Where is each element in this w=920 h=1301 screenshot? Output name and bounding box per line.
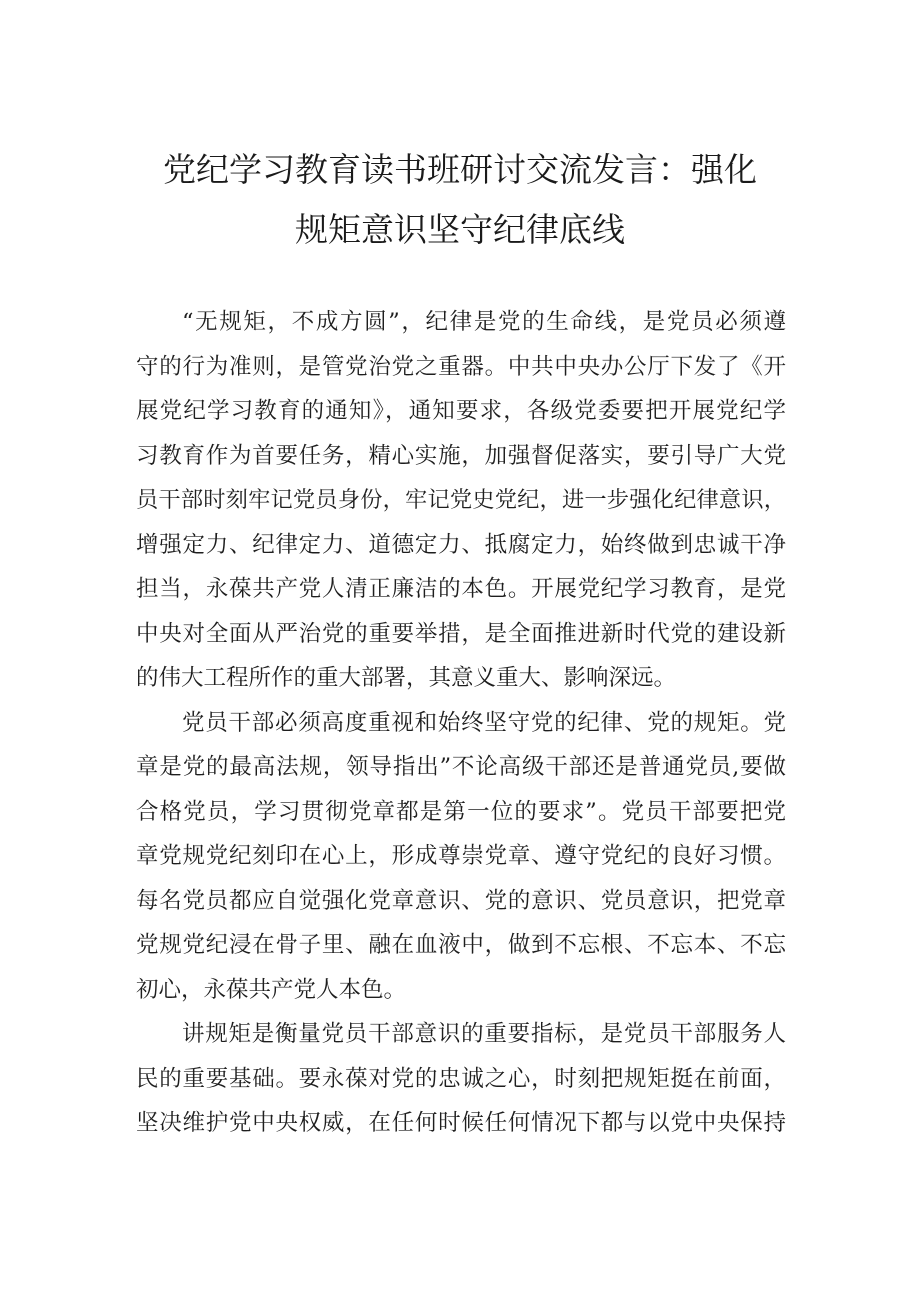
title-line-1: 党纪学习教育读书班研讨交流发言：强化 xyxy=(163,150,757,189)
text-line: 坚决维护党中央权威，在任何时候任何情况下都与以党中央保持 xyxy=(136,1110,786,1136)
title-line-2: 规矩意识坚守纪律底线 xyxy=(295,210,625,249)
text-line: 民的重要基础。要永葆对党的忠诚之心，时刻把规矩挺在前面， xyxy=(136,1065,786,1092)
text-line: 章党规党纪刻印在心上，形成尊崇党章、遵守党纪的良好习惯。 xyxy=(136,843,786,869)
text-line: 党员干部必须高度重视和始终坚守党的纪律、党的规矩。党 xyxy=(182,709,786,736)
text-line: 员干部时刻牢记党员身份，牢记党史党纪，进一步强化纪律意识， xyxy=(136,487,786,513)
document-body xyxy=(136,300,786,1146)
text-line: 党规党纪浸在骨子里、融在血液中，做到不忘根、不忘本、不忘 xyxy=(136,932,786,958)
text-line: 担当，永葆共产党人清正廉洁的本色。开展党纪学习教育，是党 xyxy=(136,576,786,602)
paragraph-1 xyxy=(136,300,786,701)
text-line: 中央对全面从严治党的重要举措，是全面推进新时代党的建设新 xyxy=(136,620,786,647)
text-line: 增强定力、纪律定力、道德定力、抵腐定力，始终做到忠诚干净 xyxy=(136,531,786,558)
text-line: 章是党的最高法规，领导指出”不论高级干部还是普通党员,要做 xyxy=(136,754,786,780)
text-line: 初心，永葆共产党人本色。 xyxy=(136,976,407,1003)
text-line: “无规矩，不成方圆”，纪律是党的生命线，是党员必须遵 xyxy=(182,309,786,335)
text-line: 习教育作为首要任务，精心实施，加强督促落实，要引导广大党 xyxy=(136,442,786,469)
text-line: 守的行为准则，是管党治党之重器。中共中央办公厅下发了《开 xyxy=(136,353,786,380)
document-title xyxy=(130,140,790,260)
text-line: 展党纪学习教育的通知》，通知要求，各级党委要把开展党纪学 xyxy=(136,398,786,424)
text-line: 讲规矩是衡量党员干部意识的重要指标，是党员干部服务人 xyxy=(182,1021,786,1047)
paragraph-2 xyxy=(136,701,786,1013)
paragraph-3 xyxy=(136,1012,786,1146)
text-line: 合格党员，学习贯彻党章都是第一位的要求”。党员干部要把党 xyxy=(136,798,786,825)
text-line: 的伟大工程所作的重大部署，其意义重大、影响深远。 xyxy=(136,665,677,691)
text-line: 每名党员都应自觉强化党章意识、党的意识、党员意识，把党章 xyxy=(136,887,786,914)
